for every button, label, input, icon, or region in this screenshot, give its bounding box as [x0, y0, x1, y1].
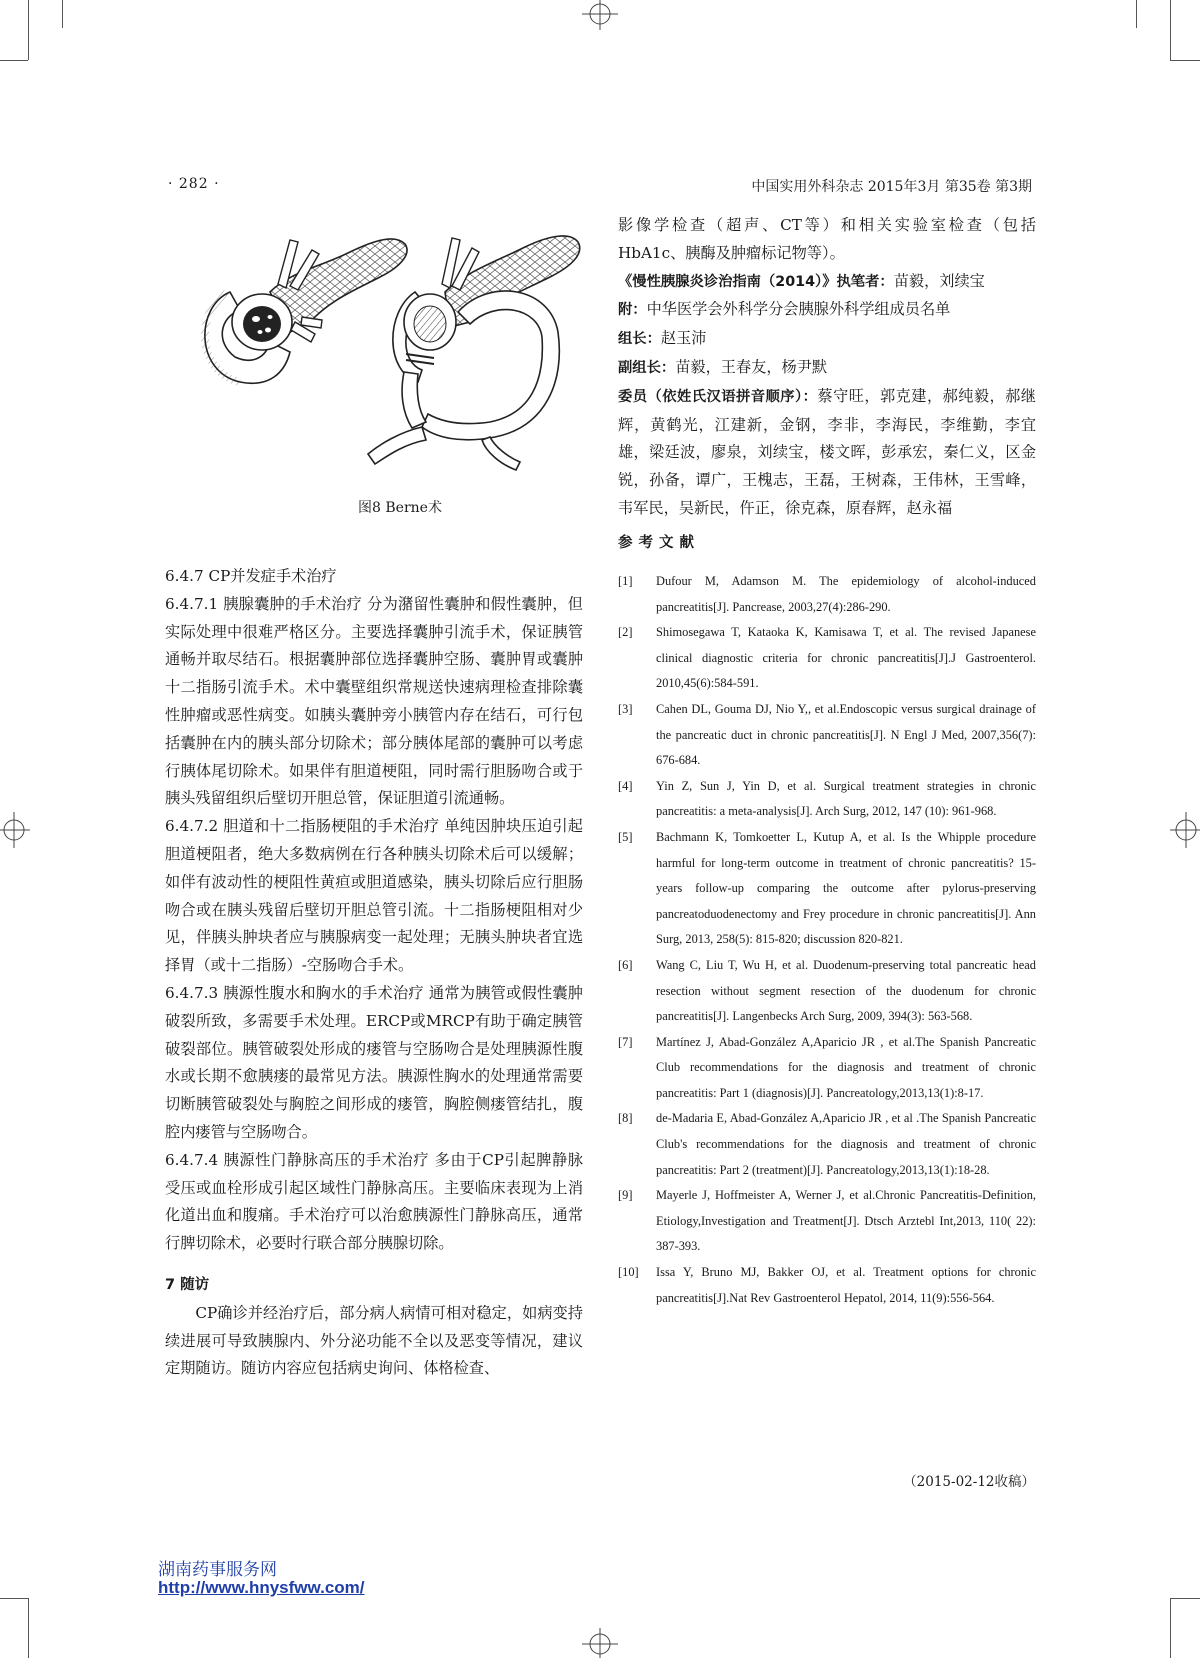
authors-line: [618, 268, 1036, 297]
registration-mark-top: [578, 0, 622, 30]
reference-number: [1]: [618, 574, 633, 588]
crop-mark: [0, 60, 28, 61]
members-label: 委员（依姓氏汉语拼音顺序）：: [618, 388, 818, 405]
reference-number: [6]: [618, 957, 633, 972]
crop-mark: [62, 0, 63, 28]
paragraph: CP确诊并经治疗后，部分病人病情可相对稳定，如病变持续进展可导致胰腺内、外分泌功能不全以及恶变等情况，建议定期随访。随访内容应包括病史询问、体格检查、: [165, 1303, 583, 1378]
reference-number: [4]: [618, 778, 633, 793]
references-title: 参考文献: [618, 535, 700, 551]
watermark-url-link[interactable]: http://www.hnysfww.com/: [158, 1578, 365, 1597]
reference-text: Issa Y, Bruno MJ, Bakker OJ, et al. Treatment options for chronic pancreatitis[J].Nat Rev Gastroenterol Hepatol, 2014, 11(9):556-564.: [656, 1265, 1036, 1305]
reference-text: Shimosegawa T, Kataoka K, Kamisawa T, et al. The revised Japanese clinical diagnostic criteria for chronic pancreatitis[J].J Gastroenterol. 2010,45(6):584-591.: [656, 625, 1036, 691]
registration-mark-right: [1170, 808, 1200, 852]
paragraph: 6.4.7.1 胰腺囊肿的手术治疗 分为潴留性囊肿和假性囊肿，但实际处理中很难严格区分。主要选择囊肿引流手术，保证胰管通畅并取尽结石。根据囊肿部位选择囊肿空肠、囊肿胃或囊肿十二指肠引流手术。术中囊壁组织常规送快速病理检查排除囊性肿瘤或恶性病变。如胰头囊肿旁小胰管内存在结石，可行包括囊肿在内的胰头部分切除术；部分胰体尾部的囊肿可以考虑行胰体尾切除术。如果伴有胆道梗阻，同时需行胆肠吻合或于胰头残留组织后壁切开胆总管，保证胆道引流通畅。: [165, 594, 583, 808]
journal-header: 中国实用外科杂志 2015年3月 第35卷 第3期: [751, 179, 1032, 195]
pancreas-before-diagram: [205, 239, 407, 383]
reference-item: [618, 1260, 1036, 1311]
reference-number: [5]: [618, 829, 633, 844]
appendix-label: 附：: [618, 302, 647, 319]
reference-text: Mayerle J, Hoffmeister A, Werner J, et al.Chronic Pancreatitis-Definition, Etiology,Investigation and Treatment[J]. Dtsch Arztebl Int,2013, 110( 22): 387-393.: [656, 1188, 1036, 1254]
reference-number: [10]: [618, 1265, 639, 1280]
reference-item: [618, 569, 1036, 620]
reference-text: Yin Z, Sun J, Yin D, et al. Surgical treatment strategies in chronic pancreatitis: a meta-analysis[J]. Arch Surg, 2012, 147 (10): 961-968.: [656, 778, 1036, 819]
reference-item: [618, 825, 1036, 953]
leader-label: 组长：: [618, 331, 661, 348]
authors-label: 《慢性胰腺炎诊治指南（2014）》执笔者：: [618, 273, 894, 290]
reference-text: Bachmann K, Tomkoetter L, Kutup A, et al. Is the Whipple procedure harmful for long-term outcome in treatment of chronic pancreatitis? 15-years follow-up comparing the outcome after pylorus-preserving pancreatoduodenectomy and Frey procedure in chronic pancreatitis[J]. Ann Surg, 2013, 258(5): 815-820; discussion 820-821.: [656, 829, 1036, 947]
reference-item: [618, 697, 1036, 774]
reference-list: [618, 569, 1036, 1311]
subsection-heading: 6.4.7 CP并发症手术治疗: [165, 567, 337, 585]
paragraph: 影像学检查（超声、CT等）和相关实验室检查（包括HbA1c、胰酶及肿瘤标记物等）。: [618, 216, 1036, 262]
reference-number: [7]: [618, 1034, 633, 1049]
reference-item: [618, 620, 1036, 697]
reference-item: [618, 774, 1036, 825]
members-line: [618, 383, 1036, 523]
registration-mark-left: [0, 808, 30, 852]
reference-item: [618, 1106, 1036, 1183]
page-number: · 282 ·: [168, 176, 220, 192]
crop-mark: [1136, 0, 1137, 28]
reference-number: [2]: [618, 625, 633, 640]
reference-item: [618, 953, 1036, 1030]
leader-line: [618, 325, 1036, 354]
left-column: [165, 563, 583, 1383]
watermark-site-name: 湖南药事服务网: [158, 1560, 277, 1580]
reference-text: Cahen DL, Gouma DJ, Nio Y,, et al.Endoscopic versus surgical drainage of the pancreatic duct in chronic pancreatitis[J]. N Engl J Med, 2007,356(7): 676-684.: [656, 701, 1036, 768]
berne-procedure-illustration: [190, 222, 610, 472]
crop-mark: [0, 1598, 28, 1599]
paragraph: 6.4.7.2 胆道和十二指肠梗阻的手术治疗 单纯因肿块压迫引起胆道梗阻者，绝大多数病例在行各种胰头切除术后可以缓解；如伴有波动性的梗阻性黄疸或胆道感染，胰头切除后应行胆肠吻合或在胰头残留后壁切开胆总管引流。十二指肠梗阻相对少见，伴胰头肿块者应与胰腺病变一起处理；无胰头肿块者宜选择胃（或十二指肠）-空肠吻合手术。: [165, 817, 583, 975]
crop-mark: [1170, 1598, 1171, 1658]
authors: 苗毅，刘续宝: [893, 271, 985, 290]
figure-caption: 图8 Berne术: [358, 500, 442, 516]
registration-mark-bottom: [578, 1628, 622, 1658]
reference-text: de-Madaria E, Abad-González A,Aparicio JR , et al .The Spanish Pancreatic Club's recommendations for the diagnosis and treatment of chronic pancreatitis: Part 2 (treatment)[J]. Pancreatology,2013,13(1):18-28.: [656, 1111, 1036, 1177]
reference-number: [3]: [618, 701, 633, 716]
vice-leader-line: [618, 354, 1036, 383]
paragraph: 6.4.7.3 胰源性腹水和胸水的手术治疗 通常为胰管或假性囊肿破裂所致，多需要手术处理。ERCP或MRCP有助于确定胰管破裂部位。胰管破裂处形成的瘘管与空肠吻合是处理胰源性腹水或长期不愈胰瘘的最常见方法。胰源性胸水的处理通常需要切断胰管破裂处与胸腔之间形成的瘘管，胸腔侧瘘管结扎，腹腔内瘘管与空肠吻合。: [165, 983, 583, 1141]
crop-mark: [28, 1598, 29, 1658]
appendix-line: [618, 296, 1036, 325]
reference-item: [618, 1030, 1036, 1107]
crop-mark: [1170, 60, 1200, 61]
reference-text: Martínez J, Abad-González A,Aparicio JR , et al.The Spanish Pancreatic Club recommendations for the diagnosis and treatment of chronic pancreatitis: Part 1 (diagnosis)[J]. Pancreatology,2013,13(1):8-17.: [656, 1034, 1036, 1100]
crop-mark: [28, 0, 29, 60]
pancreas-after-diagram: [368, 236, 580, 470]
section-heading: 7 随访: [165, 1276, 210, 1293]
right-column: [618, 212, 1036, 523]
paragraph: 6.4.7.4 胰源性门静脉高压的手术治疗 多由于CP引起脾静脉受压或血栓形成引起区域性门静脉高压。主要临床表现为上消化道出血和腹痛。手术治疗可以治愈胰源性门静脉高压，通常行脾切除术，必要时行联合部分胰腺切除。: [165, 1150, 583, 1253]
reference-text: Dufour M, Adamson M. The epidemiology of alcohol-induced pancreatitis[J]. Pancrease, 2003,27(4):286-290.: [656, 574, 1036, 614]
members: 蔡守旺，郭克建，郝纯毅，郝继辉，黄鹤光，江建新，金钢，李非，李海民，李维勤，李宜雄，梁廷波，廖泉，刘续宝，楼文晖，彭承宏，秦仁义，区金锐，孙备，谭广，王槐志，王磊，王树森，王伟林，王雪峰，韦军民，吴新民，仵正，徐克森，原春辉，赵永福: [618, 386, 1036, 517]
reference-text: Wang C, Liu T, Wu H, et al. Duodenum-preserving total pancreatic head resection without segment resection of the duodenum for chronic pancreatitis[J]. Langenbecks Arch Surg, 2009, 394(3): 563-568.: [656, 957, 1036, 1024]
appendix-text: 中华医学会外科学分会胰腺外科学组成员名单: [646, 300, 951, 319]
crop-mark: [1170, 1598, 1200, 1599]
leader: 赵玉沛: [660, 329, 707, 348]
reference-item: [618, 1183, 1036, 1260]
vice-leaders: 苗毅，王春友，杨尹默: [675, 357, 828, 376]
received-date: （2015-02-12收稿）: [903, 1474, 1035, 1490]
reference-number: [8]: [618, 1111, 633, 1126]
reference-number: [9]: [618, 1188, 633, 1203]
crop-mark: [1170, 0, 1171, 60]
vice-leader-label: 副组长：: [618, 359, 676, 376]
